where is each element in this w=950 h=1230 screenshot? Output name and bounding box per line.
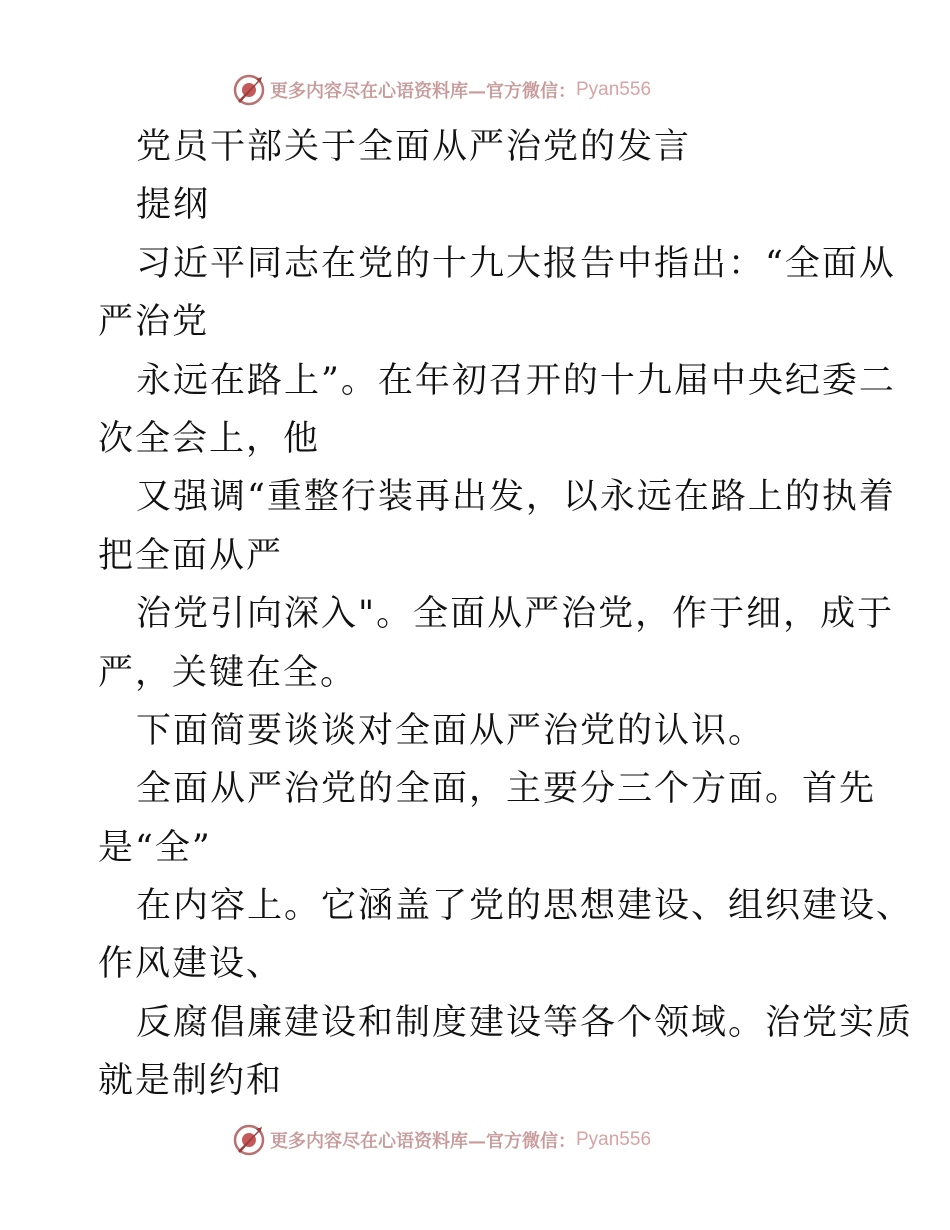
text-line: 次全会上，他: [98, 418, 321, 459]
banner-text: 更多内容尽在心语资料库—官方微信：: [270, 81, 576, 102]
text-line: 全面从严治党的全面，主要分三个方面。首先: [136, 769, 877, 810]
document-body: [98, 118, 914, 1111]
text-line: 就是制约和: [98, 1061, 284, 1102]
header-banner: [232, 72, 651, 108]
text-line: 在内容上。它涵盖了党的思想建设、组织建设、: [136, 886, 914, 927]
text-line: 严治党: [98, 302, 210, 343]
banner-wechat-id: Pyan556: [576, 1129, 652, 1150]
text-line: 又强调“重整行装再出发，以永远在路上的执着: [136, 477, 896, 518]
banner-text: 更多内容尽在心语资料库—官方微信：: [270, 1131, 576, 1152]
banner-wechat-id: Pyan556: [576, 79, 652, 100]
text-line: 反腐倡廉建设和制度建设等各个领域。治党实质: [136, 1002, 914, 1043]
text-line: 作风建设、: [98, 944, 284, 985]
text-line: 习近平同志在党的十九大报告中指出：“全面从: [136, 243, 896, 284]
text-line: 是“全”: [98, 827, 212, 868]
footer-banner: [232, 1122, 651, 1158]
text-line: 提纲: [136, 185, 211, 226]
pen-circle-logo-icon: [232, 1123, 266, 1157]
text-line: 治党引向深入"。全面从严治党，作于细，成于: [136, 594, 895, 635]
text-line: 下面简要谈谈对全面从严治党的认识。: [136, 710, 766, 751]
text-line: 党员干部关于全面从严治党的发言: [136, 127, 692, 167]
text-line: 严，关键在全。: [98, 652, 358, 693]
text-line: 把全面从严: [98, 535, 284, 576]
text-line: 永远在路上”。在年初召开的十九届中央纪委二: [136, 360, 896, 401]
pen-circle-logo-icon: [232, 73, 266, 107]
